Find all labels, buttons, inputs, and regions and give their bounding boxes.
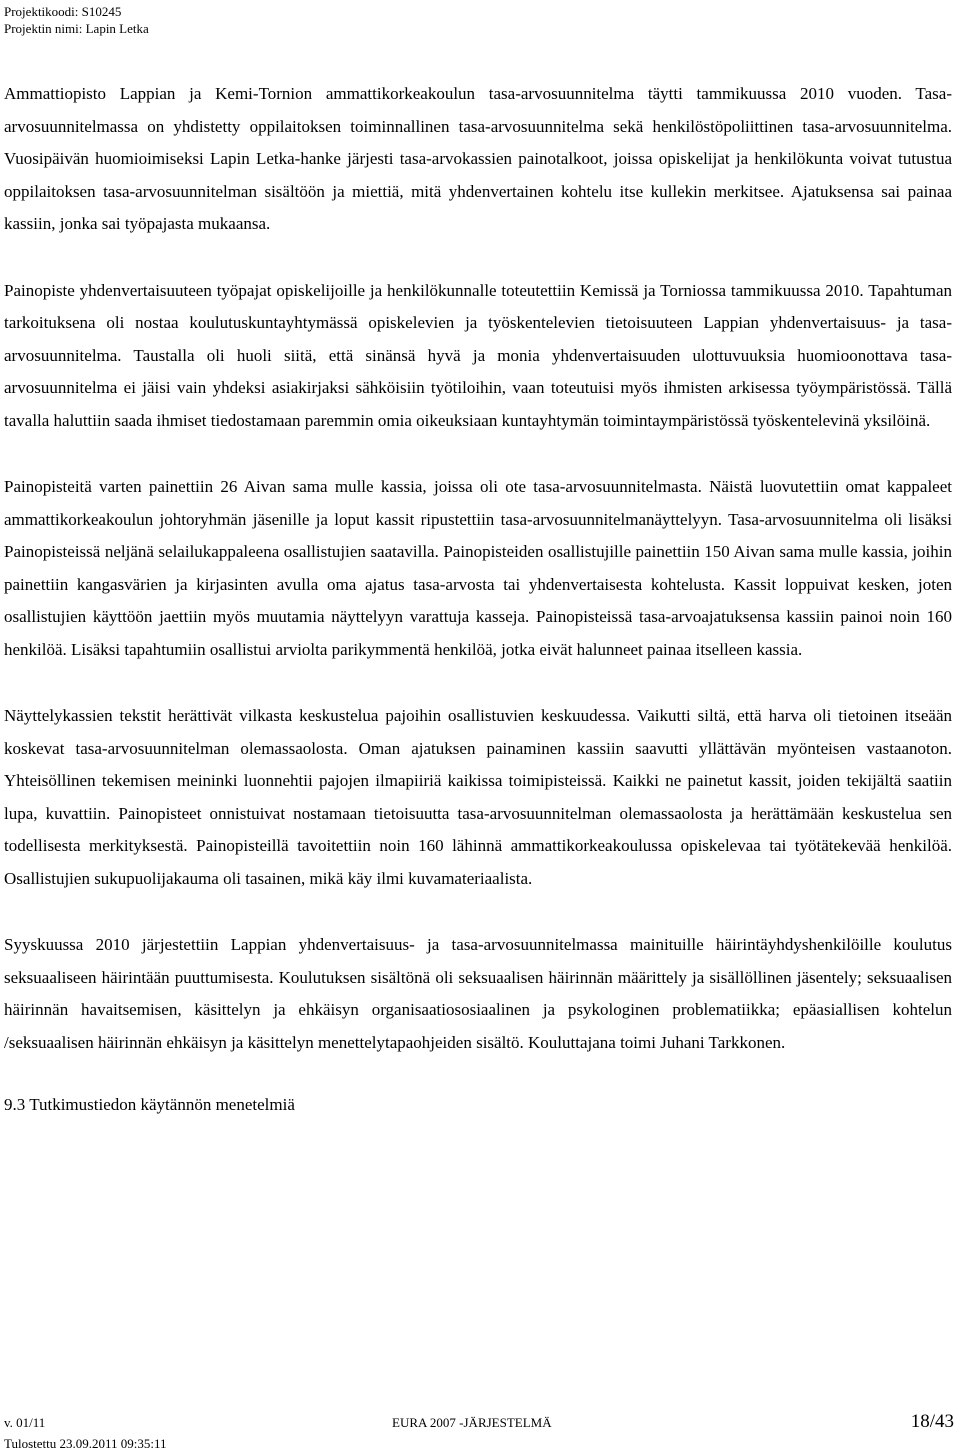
paragraph: Syyskuussa 2010 järjestettiin Lappian yhdenvertaisuus- ja tasa-arvosuunnitelmassa mainituille häirintäyhdyshenkilöille koulutus seksuaaliseen häirintään puuttumisesta. Koulutuksen sisältönä oli seksuaalisen häirinnän määrittely ja sisällöllinen jäsentely; seksuaalisen häirinnän havaitsemisen, käsittelyn ja ehkäisyn organisaatiososiaalinen ja psykologinen problematiikka; epäasiallisen kohtelun /seksuaalisen häirinnän ehkäisyn ja käsittelyn menettelytapaohjeiden sisältö. Kouluttajana toimi Juhani Tarkkonen. — [4, 935, 952, 1052]
document-body — [4, 78, 952, 1117]
page-footer — [4, 1411, 954, 1433]
project-name: Projektin nimi: Lapin Letka — [4, 21, 149, 36]
paragraph: Painopiste yhdenvertaisuuteen työpajat opiskelijoille ja henkilökunnalle toteutettiin Kemissä ja Torniossa tammikuussa 2010. Tapahtuman tarkoituksena oli nostaa koulutuskuntayhtymässä opiskelevien ja työskentelevien tietoisuuteen Lappian yhdenvertaisuus- ja tasa-arvosuunnitelma. Taustalla oli huoli siitä, että sinänsä hyvä ja monia yhdenvertaisuuden ulottuvuuksia huomioonottava tasa-arvosuunnitelma ei jäisi vain yhdeksi asiakirjaksi sähköisiin työtiloihin, vaan toteutuisi myös ihmisten arkisessa työympäristössä. Tällä tavalla haluttiin saada ihmiset tiedostamaan paremmin omia oikeuksiaan kuntayhtymän toimintaympäristössä työskentelevinä yksilöinä. — [4, 280, 952, 430]
page-header — [4, 3, 149, 37]
paragraph: Painopisteitä varten painettiin 26 Aivan sama mulle kassia, joissa oli ote tasa-arvosuunnitelmasta. Näistä luovutettiin omat kappaleet ammattikorkeakoulun johtoryhmän jäsenille ja loput kassit ripustettiin tasa-arvosuunnitelmanäyttelyyn. Tasa-arvosuunnitelma oli lisäksi Painopisteissä neljänä selailukappaleena osallistujien saatavilla. Painopisteiden osallistujille painettiin 150 Aivan sama mulle kassia, joihin painettiin kangasvärien ja kirjasinten avulla oma ajatus tasa-arvosta tai yhdenvertaisesta kohtelusta. Kassit loppuivat kesken, joten osallistujien käyttöön jaettiin myös muutamia näyttelyyn varattuja kasseja. Painopisteissä tasa-arvoajatuksensa kassiin painoi noin 160 henkilöä. Lisäksi tapahtumiin osallistui arviolta parikymmentä henkilöä, jotka eivät halunneet painaa itselleen kassia. — [4, 477, 952, 659]
page-number: 18/43 — [910, 1411, 954, 1432]
project-code: Projektikoodi: S10245 — [4, 4, 122, 19]
section-heading: 9.3 Tutkimustiedon käytännön menetelmiä — [4, 1095, 295, 1114]
paragraph: Näyttelykassien tekstit herättivät vilkasta keskustelua pajoihin osallistuvien keskuudessa. Vaikutti siltä, että harva oli tietoinen itseään koskevat tasa-arvosuunnitelman olemassaolosta. Oman ajatuksen painaminen kassiin saavutti yllättävän myönteisen vastaanoton. Yhteisöllinen tekemisen meininki luonnehtii pajojen ilmapiiriä kaikissa toimipisteissä. Kaikki ne painetut kassit, joiden tekijältä saatiin lupa, kuvattiin. Painopisteet onnistuivat nostamaan tietoisuutta tasa-arvosuunnitelman olemassaolosta ja herättämään keskustelua sen todellisesta merkityksestä. Painopisteillä tavoitettiin noin 160 lähinnä ammattikorkeakoulussa opiskelevaa tai työtätekevää henkilöä. Osallistujien sukupuolijakauma oli tasainen, mikä käy ilmi kuvamateriaalista. — [4, 706, 952, 888]
footer-version: v. 01/11 — [4, 1415, 46, 1430]
paragraph: Ammattiopisto Lappian ja Kemi-Tornion ammattikorkeakoulun tasa-arvosuunnitelma täytti tammikuussa 2010 vuoden. Tasa-arvosuunnitelmassa on yhdistetty oppilaitoksen toiminnallinen tasa-arvosuunnitelma sekä henkilöstöpoliittinen tasa-arvosuunnitelma. Vuosipäivän huomioimiseksi Lapin Letka-hanke järjesti tasa-arvokassien painotalkoot, joissa opiskelijat ja henkilökunta voivat tutustua oppilaitoksen tasa-arvosuunnitelman sisältöön ja miettiä, mitä yhdenvertainen kohtelu itse kullekin merkitsee. Ajatuksensa sai painaa kassiin, jonka sai työpajasta mukaansa. — [4, 84, 952, 233]
footer-system-name: EURA 2007 -JÄRJESTELMÄ — [392, 1415, 552, 1430]
print-timestamp: Tulostettu 23.09.2011 09:35:11 — [4, 1436, 167, 1451]
